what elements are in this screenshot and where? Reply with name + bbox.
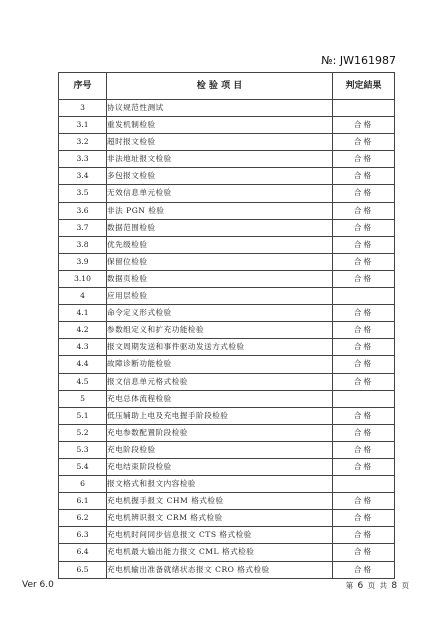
row-result: 合格 — [333, 407, 395, 424]
row-item: 充电结束阶段检验 — [107, 458, 333, 475]
row-item: 优先级检验 — [107, 236, 333, 253]
row-number: 4.2 — [59, 322, 107, 339]
row-number: 3.3 — [59, 151, 107, 168]
row-number: 5 — [59, 390, 107, 407]
row-result: 合格 — [333, 236, 395, 253]
row-item: 参数组定义和扩充功能检验 — [107, 322, 333, 339]
row-number: 3.8 — [59, 236, 107, 253]
row-result: 合格 — [333, 458, 395, 475]
row-item: 重发机制检验 — [107, 117, 333, 134]
row-number: 5.3 — [59, 441, 107, 458]
table-row — [59, 424, 395, 441]
table-row — [59, 339, 395, 356]
table-row — [59, 458, 395, 475]
row-item: 超时报文检验 — [107, 134, 333, 151]
row-number: 5.4 — [59, 458, 107, 475]
row-result: 合格 — [333, 219, 395, 236]
header-no: 序号 — [59, 73, 107, 100]
table-row — [59, 100, 395, 117]
row-item: 应用层检验 — [107, 288, 333, 305]
table-row — [59, 202, 395, 219]
row-result: 合格 — [333, 441, 395, 458]
row-result: 合格 — [333, 322, 395, 339]
inspection-items-table — [58, 72, 395, 579]
row-number: 4.3 — [59, 339, 107, 356]
row-number: 6.3 — [59, 527, 107, 544]
row-number: 3.10 — [59, 270, 107, 287]
report-number: №: JW161987 — [321, 54, 396, 67]
page-indicator — [346, 580, 410, 591]
row-item: 多包报文检验 — [107, 168, 333, 185]
row-number: 3.1 — [59, 117, 107, 134]
row-number: 5.1 — [59, 407, 107, 424]
header-item: 检 验 项 目 — [107, 73, 333, 100]
table-row — [59, 510, 395, 527]
row-item: 数据页检验 — [107, 270, 333, 287]
row-number: 6.4 — [59, 544, 107, 561]
row-result: 合格 — [333, 356, 395, 373]
row-item: 数据范围检验 — [107, 219, 333, 236]
row-result: 合格 — [333, 373, 395, 390]
row-item: 故障诊断功能检验 — [107, 356, 333, 373]
row-number: 6.2 — [59, 510, 107, 527]
row-item: 报文周期发送和事件驱动发送方式检验 — [107, 339, 333, 356]
row-item: 充电机输出准备就绪状态报文 CRO 格式检验 — [107, 561, 333, 578]
table-row — [59, 561, 395, 578]
row-result — [333, 476, 395, 493]
row-number: 4.5 — [59, 373, 107, 390]
row-result: 合格 — [333, 117, 395, 134]
row-item: 保留位检验 — [107, 253, 333, 270]
row-result: 合格 — [333, 544, 395, 561]
row-number: 3 — [59, 100, 107, 117]
row-item: 充电机辨识报文 CRM 格式检验 — [107, 510, 333, 527]
row-result: 合格 — [333, 134, 395, 151]
row-number: 3.2 — [59, 134, 107, 151]
row-item: 协议规范性测试 — [107, 100, 333, 117]
row-result: 合格 — [333, 561, 395, 578]
table-row — [59, 407, 395, 424]
page-total: 8 — [391, 581, 399, 591]
row-item: 充电机最大输出能力报文 CML 格式检验 — [107, 544, 333, 561]
row-number: 3.5 — [59, 185, 107, 202]
row-result — [333, 100, 395, 117]
row-number: 6.1 — [59, 493, 107, 510]
row-number: 3.7 — [59, 219, 107, 236]
row-result — [333, 390, 395, 407]
row-item: 充电机时间同步信息报文 CTS 格式检验 — [107, 527, 333, 544]
row-item: 非法 PGN 检验 — [107, 202, 333, 219]
table-row — [59, 288, 395, 305]
table-row — [59, 236, 395, 253]
table-row — [59, 305, 395, 322]
table-row — [59, 493, 395, 510]
row-number: 4.1 — [59, 305, 107, 322]
row-item: 报文格式和报文内容检验 — [107, 476, 333, 493]
table-row — [59, 390, 395, 407]
row-result: 合格 — [333, 253, 395, 270]
row-result: 合格 — [333, 202, 395, 219]
row-result: 合格 — [333, 151, 395, 168]
table-row — [59, 151, 395, 168]
row-result: 合格 — [333, 493, 395, 510]
row-result: 合格 — [333, 510, 395, 527]
row-number: 6.5 — [59, 561, 107, 578]
header-result: 判定結果 — [333, 73, 395, 100]
row-item: 充电参数配置阶段检验 — [107, 424, 333, 441]
row-number: 3.4 — [59, 168, 107, 185]
page-suffix: 页 — [401, 581, 410, 590]
version-label: Ver 6.0 — [22, 580, 54, 590]
row-item: 无效信息单元检验 — [107, 185, 333, 202]
table-header-row — [59, 73, 395, 100]
table-row — [59, 441, 395, 458]
row-item: 充电机握手报文 CHM 格式检验 — [107, 493, 333, 510]
row-result: 合格 — [333, 305, 395, 322]
row-result: 合格 — [333, 527, 395, 544]
row-item: 命令定义形式检验 — [107, 305, 333, 322]
table-row — [59, 544, 395, 561]
row-number: 5.2 — [59, 424, 107, 441]
table-row — [59, 356, 395, 373]
row-result: 合格 — [333, 339, 395, 356]
table-row — [59, 253, 395, 270]
row-result — [333, 288, 395, 305]
row-number: 4 — [59, 288, 107, 305]
row-item: 报文信息单元格式检验 — [107, 373, 333, 390]
row-result: 合格 — [333, 424, 395, 441]
table-row — [59, 373, 395, 390]
table-row — [59, 168, 395, 185]
table-row — [59, 134, 395, 151]
row-result: 合格 — [333, 168, 395, 185]
row-number: 3.6 — [59, 202, 107, 219]
table-row — [59, 476, 395, 493]
table-row — [59, 322, 395, 339]
page-middle: 页 共 — [367, 581, 388, 590]
row-number: 3.9 — [59, 253, 107, 270]
row-item: 充电总体流程检验 — [107, 390, 333, 407]
table-row — [59, 270, 395, 287]
page-current: 6 — [357, 581, 365, 591]
row-result: 合格 — [333, 270, 395, 287]
row-item: 充电阶段检验 — [107, 441, 333, 458]
page-prefix: 第 — [345, 581, 355, 590]
table-row — [59, 219, 395, 236]
row-item: 非法地址报文检验 — [107, 151, 333, 168]
row-result: 合格 — [333, 185, 395, 202]
row-number: 6 — [59, 476, 107, 493]
table-row — [59, 117, 395, 134]
table-row — [59, 527, 395, 544]
row-number: 4.4 — [59, 356, 107, 373]
row-item: 低压辅助上电及充电握手阶段检验 — [107, 407, 333, 424]
table-row — [59, 185, 395, 202]
